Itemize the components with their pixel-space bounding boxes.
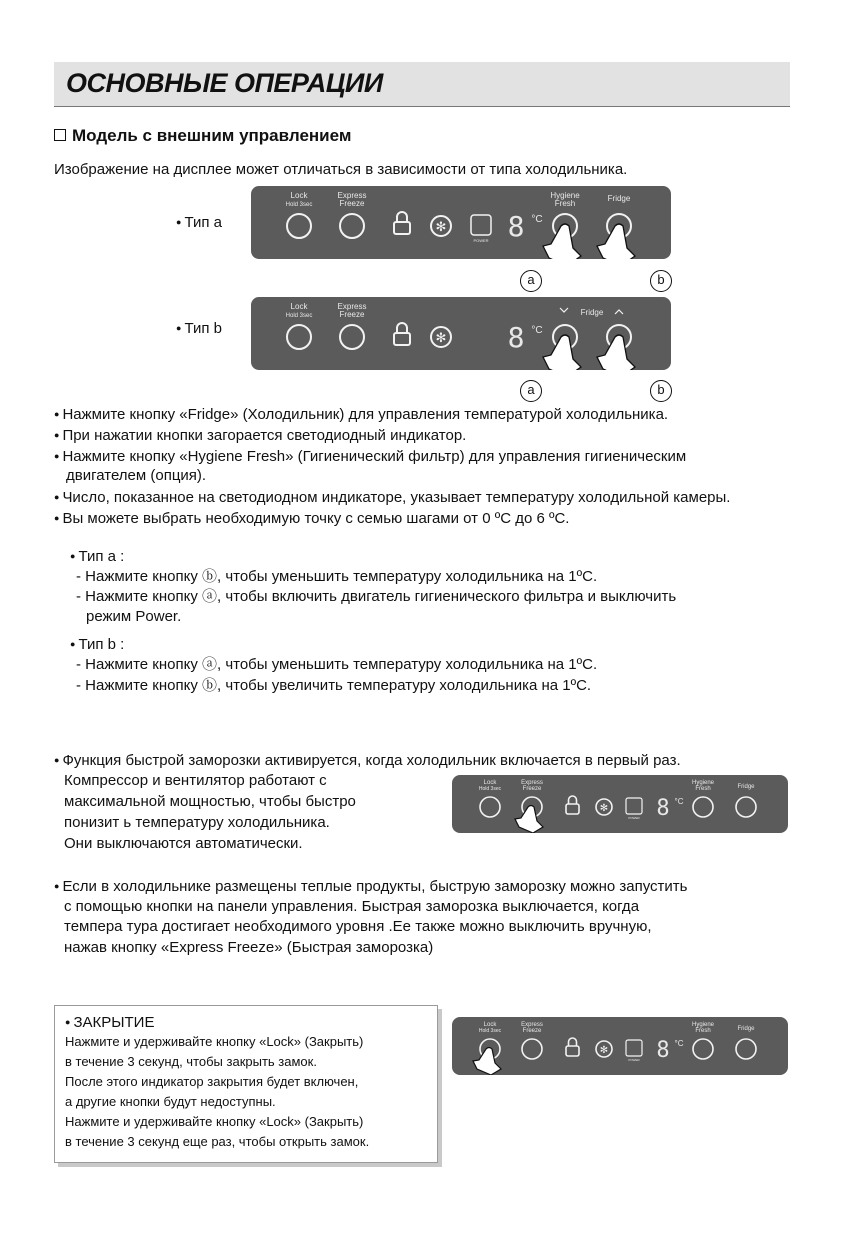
marker-b: b xyxy=(650,380,672,402)
lock-icon xyxy=(394,212,410,234)
svg-text:Fridge: Fridge xyxy=(737,784,755,790)
lock-note-line-1: Нажмите и удерживайте кнопку «Lock» (Закрыть) xyxy=(65,1034,364,1049)
svg-text:Hold 3sec: Hold 3sec xyxy=(478,786,502,792)
svg-text:Freeze: Freeze xyxy=(339,310,365,319)
hygiene-label: Hygiene xyxy=(550,191,580,200)
warm-line-1: ● Если в холодильнике размещены теплые продукты, быструю заморозку можно запустить xyxy=(54,876,687,897)
svg-text:Freeze: Freeze xyxy=(522,786,542,792)
hand-pointer-icon xyxy=(543,335,635,370)
lock-button[interactable] xyxy=(287,325,311,349)
checkbox-square-icon xyxy=(54,129,66,141)
type-a-line-3: режим Power. xyxy=(86,608,182,625)
express-freeze-button[interactable] xyxy=(340,325,364,349)
section-title: Модель с внешним управлением xyxy=(54,126,351,146)
page-header xyxy=(54,62,790,107)
svg-text:°C: °C xyxy=(531,325,543,336)
express-line-5: Они выключаются автоматически. xyxy=(64,835,303,852)
express-line-2: Компрессор и вентилятор работают с xyxy=(64,772,327,789)
type-b-line-2: - Нажмите кнопку ⓑ, чтобы увеличить температуру холодильника на 1ºC. xyxy=(76,677,592,694)
lock-icon xyxy=(566,796,579,814)
express-freeze-button[interactable] xyxy=(340,214,364,238)
fridge-label: Fridge xyxy=(607,194,631,203)
svg-text:Express: Express xyxy=(521,1022,543,1028)
marker-b: b xyxy=(650,270,672,292)
express-line-4: понизит ь температуру холодильника. xyxy=(64,814,330,831)
hand-pointer-icon xyxy=(473,1048,501,1076)
express-line-3: максимальной мощностью, чтобы быстро xyxy=(64,793,356,810)
lock-label: Lock xyxy=(290,191,308,200)
bullet-1: ● Нажмите кнопку «Fridge» (Холодильник) для управления температурой холодильника. xyxy=(54,404,668,425)
hand-pointer-icon xyxy=(515,806,543,834)
page-title: ОСНОВНЫЕ ОПЕРАЦИИ xyxy=(66,68,383,98)
svg-text:Lock: Lock xyxy=(483,780,497,786)
bullet-2: ● При нажатии кнопки загорается светодиодный индикатор. xyxy=(54,425,466,446)
express-label: Express xyxy=(337,191,367,200)
chevron-down-icon xyxy=(560,308,568,312)
type-a-line-1: - Нажмите кнопку ⓑ, чтобы уменьшить температуру холодильника на 1ºC. xyxy=(76,568,598,585)
warm-line-2: с помощью кнопки на панели управления. Быстрая заморозка выключается, когда xyxy=(64,898,640,915)
marker-a: a xyxy=(520,270,542,292)
fresh-label: Fresh xyxy=(554,199,576,208)
lock-button[interactable] xyxy=(480,797,500,817)
svg-text:Freeze: Freeze xyxy=(522,1028,542,1034)
temp-unit: °C xyxy=(531,214,543,225)
type-a-label: ● Тип a xyxy=(176,212,222,233)
express-line-1: ● Функция быстрой заморозки активируется, когда холодильник включается в первый раз. xyxy=(54,750,681,771)
svg-text:8: 8 xyxy=(656,1038,670,1063)
hygiene-filter-icon xyxy=(626,1040,642,1056)
lock-note-line-3: После этого индикатор закрытия будет включен, xyxy=(65,1074,359,1089)
temp-digit: 8 xyxy=(507,210,525,243)
lock-note-line-5: Нажмите и удерживайте кнопку «Lock» (Закрыть) xyxy=(65,1114,364,1129)
type-b-label: ● Тип b xyxy=(176,318,222,339)
svg-text:POWER: POWER xyxy=(628,816,640,820)
svg-text:Express: Express xyxy=(337,302,367,311)
svg-text:✻: ✻ xyxy=(599,803,609,814)
warm-line-4: нажав кнопку «Express Freeze» (Быстрая заморозка) xyxy=(64,939,434,956)
fridge-button[interactable] xyxy=(736,797,756,817)
warm-line-3: темпера тура достигает необходимого уровня .Ее также можно выключить вручную, xyxy=(64,918,652,935)
svg-text:Hygiene: Hygiene xyxy=(691,1022,715,1028)
lock-button[interactable] xyxy=(287,214,311,238)
hygiene-filter-icon xyxy=(471,215,491,235)
freeze-label: Freeze xyxy=(339,199,365,208)
type-b-line-1: - Нажмите кнопку ⓐ, чтобы уменьшить температуру холодильника на 1ºC. xyxy=(76,656,598,673)
lock-icon xyxy=(394,323,410,345)
lock-note-line-2: в течение 3 секунд, чтобы закрыть замок. xyxy=(65,1054,317,1069)
bullet-3: ● Нажмите кнопку «Hygiene Fresh» (Гигиенический фильтр) для управления гигиеническим xyxy=(54,446,686,467)
svg-text:Lock: Lock xyxy=(290,302,308,311)
svg-text:Hold 3sec: Hold 3sec xyxy=(478,1028,502,1034)
svg-text:Fresh: Fresh xyxy=(695,786,711,792)
svg-text:Fresh: Fresh xyxy=(695,1028,711,1034)
control-panel-lock xyxy=(452,1017,788,1075)
type-a-title: ● Тип a : xyxy=(70,546,124,567)
chevron-up-icon xyxy=(615,310,623,314)
svg-text:POWER: POWER xyxy=(628,1058,640,1062)
express-freeze-button[interactable] xyxy=(522,1039,542,1059)
control-panel-type-b xyxy=(251,297,671,370)
svg-text:°C: °C xyxy=(674,1039,684,1048)
fridge-label-b: Fridge xyxy=(580,308,604,317)
svg-text:✻: ✻ xyxy=(435,219,447,234)
svg-text:Hold 3sec: Hold 3sec xyxy=(285,313,313,319)
lock-note-line-4: а другие кнопки будут недоступны. xyxy=(65,1094,276,1109)
marker-a: a xyxy=(520,380,542,402)
lock-note-title: ● ЗАКРЫТИЕ xyxy=(65,1012,154,1033)
type-a-line-2: - Нажмите кнопку ⓐ, чтобы включить двигатель гигиенического фильтра и выключить xyxy=(76,588,677,605)
svg-text:8: 8 xyxy=(656,796,670,821)
hygiene-fresh-button[interactable] xyxy=(693,797,713,817)
hygiene-fresh-button[interactable] xyxy=(693,1039,713,1059)
svg-text:Express: Express xyxy=(521,780,543,786)
bullet-4: ● Число, показанное на светодиодном индикаторе, указывает температуру холодильной камеры. xyxy=(54,487,730,508)
hold-label: Hold 3sec xyxy=(285,202,313,208)
svg-text:°C: °C xyxy=(674,797,684,806)
control-panel-express xyxy=(452,775,788,833)
fridge-button[interactable] xyxy=(736,1039,756,1059)
svg-text:Lock: Lock xyxy=(483,1022,497,1028)
control-panel-type-a xyxy=(251,186,671,259)
bullet-5: ● Вы можете выбрать необходимую точку с семью шагами от 0 ºC до 6 ºC. xyxy=(54,508,569,529)
svg-text:Hygiene: Hygiene xyxy=(691,780,715,786)
intro-text: Изображение на дисплее может отличаться в зависимости от типа холодильника. xyxy=(54,161,628,178)
lock-icon xyxy=(566,1038,579,1056)
hygiene-filter-icon xyxy=(626,798,642,814)
type-b-title: ● Тип b : xyxy=(70,634,124,655)
lock-note-box xyxy=(54,1005,438,1163)
bullet-3-cont: двигателем (опция). xyxy=(66,467,207,484)
lock-note-line-6: в течение 3 секунд еще раз, чтобы открыть замок. xyxy=(65,1134,370,1149)
svg-text:✻: ✻ xyxy=(599,1045,609,1056)
svg-text:✻: ✻ xyxy=(435,330,447,345)
svg-text:Fridge: Fridge xyxy=(737,1026,755,1032)
power-label: POWER xyxy=(473,238,489,243)
svg-text:8: 8 xyxy=(507,321,525,354)
hand-pointer-icon xyxy=(543,224,635,259)
